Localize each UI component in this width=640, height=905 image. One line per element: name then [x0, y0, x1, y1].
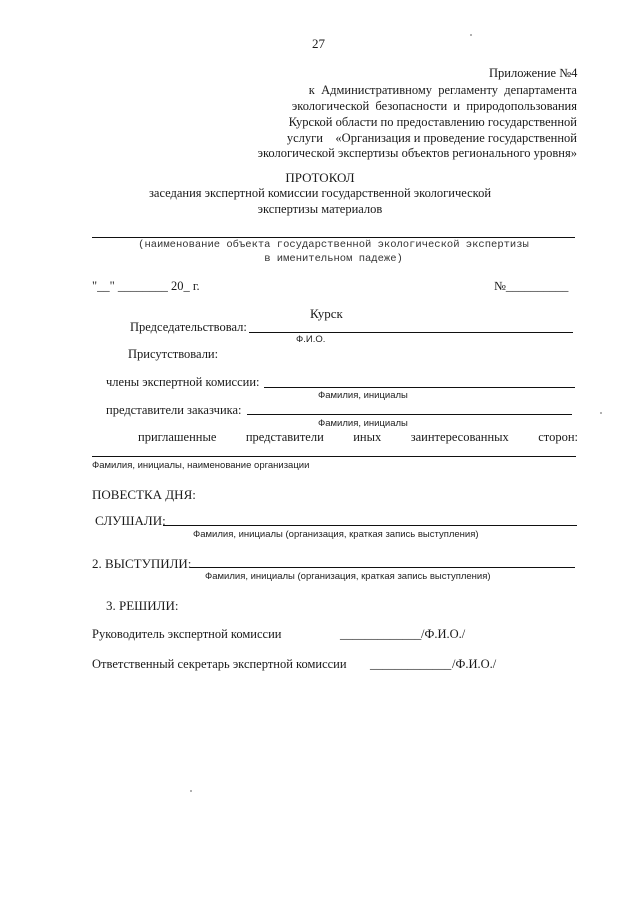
members-label: члены экспертной комиссии:	[106, 375, 260, 389]
protocol-subtitle: экспертизы материалов	[257, 202, 383, 216]
invited-word: представители	[245, 430, 324, 444]
chairman-line[interactable]	[249, 332, 573, 333]
invited-word: сторон:	[538, 430, 578, 444]
present-label: Присутствовали:	[128, 347, 219, 361]
customer-reps-caption: Фамилия, инициалы	[318, 418, 408, 429]
members-caption: Фамилия, инициалы	[318, 390, 408, 401]
appendix-line: Курской области по предоставлению государственной	[288, 115, 577, 129]
heard-caption: Фамилия, инициалы (организация, краткая запись выступления)	[193, 529, 479, 540]
appendix-line: к Административному регламенту департамента	[308, 83, 577, 97]
spoke-line[interactable]	[190, 567, 575, 568]
customer-reps-label: представители заказчика:	[106, 403, 242, 417]
signature-name: /Ф.И.О./	[452, 657, 497, 671]
signature-role: Ответственный секретарь экспертной комиссии	[92, 657, 347, 671]
object-name-line[interactable]	[92, 237, 575, 238]
appendix-title: Приложение №4	[489, 66, 578, 80]
appendix-line: услуги «Организация и проведение государственной	[286, 131, 577, 145]
signature-blank[interactable]: _____________	[370, 657, 452, 671]
appendix-line: экологической безопасности и природопользования	[291, 99, 577, 113]
page-number: 27	[312, 36, 325, 51]
scan-speck	[190, 790, 192, 792]
protocol-subtitle: заседания экспертной комиссии государственной экологической	[148, 186, 492, 200]
signature-role: Руководитель экспертной комиссии	[92, 627, 282, 641]
invited-line[interactable]	[92, 456, 576, 457]
heard-line[interactable]	[163, 525, 577, 526]
protocol-date[interactable]: "__" ________ 20_ г.	[92, 279, 200, 293]
scan-speck	[470, 34, 472, 36]
city: Курск	[310, 306, 343, 321]
protocol-heading: ПРОТОКОЛ	[285, 170, 355, 185]
chairman-label: Председательствовал:	[130, 320, 247, 334]
invited-word: приглашенные	[138, 430, 217, 444]
object-caption: (наименование объекта государственной экологической экспертизы	[138, 239, 529, 251]
spoke-caption: Фамилия, инициалы (организация, краткая запись выступления)	[205, 571, 491, 582]
signature-blank[interactable]: _____________	[340, 627, 422, 641]
signature-name: /Ф.И.О./	[421, 627, 466, 641]
agenda-label: ПОВЕСТКА ДНЯ:	[92, 487, 196, 502]
spoke-label: 2. ВЫСТУПИЛИ:	[92, 556, 192, 571]
scan-speck	[600, 412, 602, 414]
invited-word: иных	[353, 430, 382, 444]
protocol-number[interactable]: №__________	[494, 279, 569, 293]
object-caption: в именительном падеже)	[264, 253, 403, 265]
invited-label-row	[138, 430, 578, 445]
heard-label: СЛУШАЛИ:	[95, 513, 166, 528]
decided-label: 3. РЕШИЛИ:	[106, 598, 179, 613]
members-line[interactable]	[264, 387, 575, 388]
invited-caption: Фамилия, инициалы, наименование организации	[92, 460, 310, 471]
appendix-line: экологической экспертизы объектов регионального уровня»	[257, 146, 577, 160]
invited-word: заинтересованных	[410, 430, 509, 444]
chairman-caption: Ф.И.О.	[296, 334, 326, 345]
customer-reps-line[interactable]	[247, 414, 572, 415]
